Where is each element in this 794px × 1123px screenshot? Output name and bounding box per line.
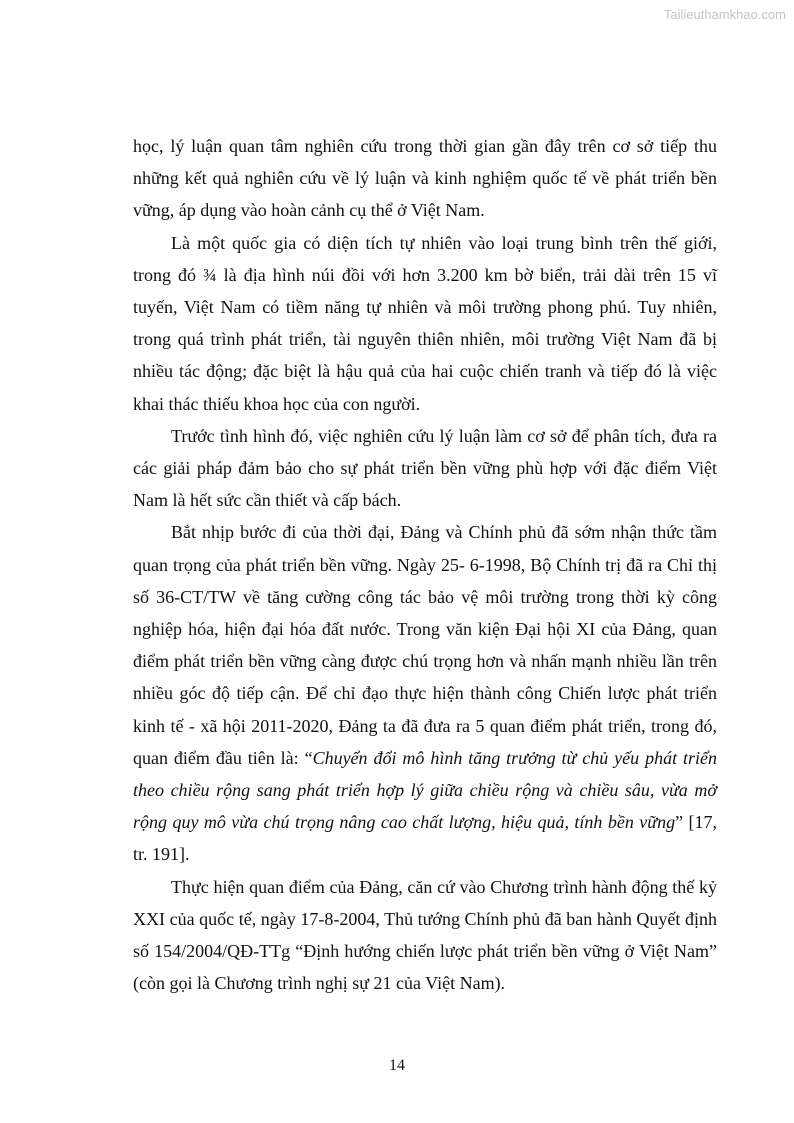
document-body [133,130,717,999]
watermark: Tailieuthamkhao.com [663,7,786,22]
paragraph-3: Trước tình hình đó, việc nghiên cứu lý luận làm cơ sở để phân tích, đưa ra các giải pháp đảm bảo cho sự phát triển bền vững phù hợp với đặc điểm Việt Nam là hết sức cần thiết và cấp bách. [133,425,717,511]
paragraph-2: Là một quốc gia có diện tích tự nhiên vào loại trung bình trên thế giới, trong đó ¾ là địa hình núi đồi với hơn 3.200 km bờ biển, trải dài trên 15 vĩ tuyến, Việt Nam có tiềm năng tự nhiên và môi trường phong phú. Tuy nhiên, trong quá trình phát triển, tài nguyên thiên nhiên, môi trường Việt Nam đã bị nhiều tác động; đặc biệt là hậu quả của hai cuộc chiến tranh và tiếp đó là việc khai thác thiếu khoa học của con người. [133,232,717,414]
paragraph-4-lead: Bắt nhịp bước đi của thời đại, Đảng và Chính phủ đã sớm nhận thức tầm quan trọng của phát triển bền vững. Ngày 25- 6-1998, Bộ Chính trị đã ra Chỉ thị số 36-CT/TW về tăng cường công tác bảo vệ môi trường trong thời kỳ công nghiệp hóa, hiện đại hóa đất nước. Trong văn kiện Đại hội XI của Đảng, quan điểm phát triển bền vững càng được chú trọng hơn và nhấn mạnh nhiều lần trên nhiều góc độ tiếp cận. Để chỉ đạo thực hiện thành công Chiến lược phát triển kinh tế - xã hội 2011-2020, Đảng ta đã đưa ra 5 quan điểm phát triển, trong đó, quan điểm đầu tiên là: “ [133,522,717,768]
paragraph-5: Thực hiện quan điểm của Đảng, căn cứ vào Chương trình hành động thế kỷ XXI của quốc tế, ngày 17-8-2004, Thủ tướng Chính phủ đã ban hành Quyết định số 154/2004/QĐ-TTg “Định hướng chiến lược phát triển bền vững ở Việt Nam” (còn gọi là Chương trình nghị sự 21 của Việt Nam). [133,876,717,994]
paragraph-4-quote: Chuyển đổi mô hình tăng trưởng từ chủ yếu phát triển theo chiều rộng sang phát triển hợp lý giữa chiều rộng và chiều sâu, vừa mở rộng quy mô vừa chú trọng nâng cao chất lượng, hiệu quả, tính bền vững [133,747,717,833]
paragraph-1: học, lý luận quan tâm nghiên cứu trong thời gian gần đây trên cơ sở tiếp thu những kết quả nghiên cứu về lý luận và kinh nghiệm quốc tế về phát triển bền vững, áp dụng vào hoàn cảnh cụ thể ở Việt Nam. [133,136,717,221]
paragraph-4-citation: ” [17, tr. 191]. [133,812,717,865]
paragraph-4 [133,516,717,870]
page-number: 14 [389,1057,405,1074]
